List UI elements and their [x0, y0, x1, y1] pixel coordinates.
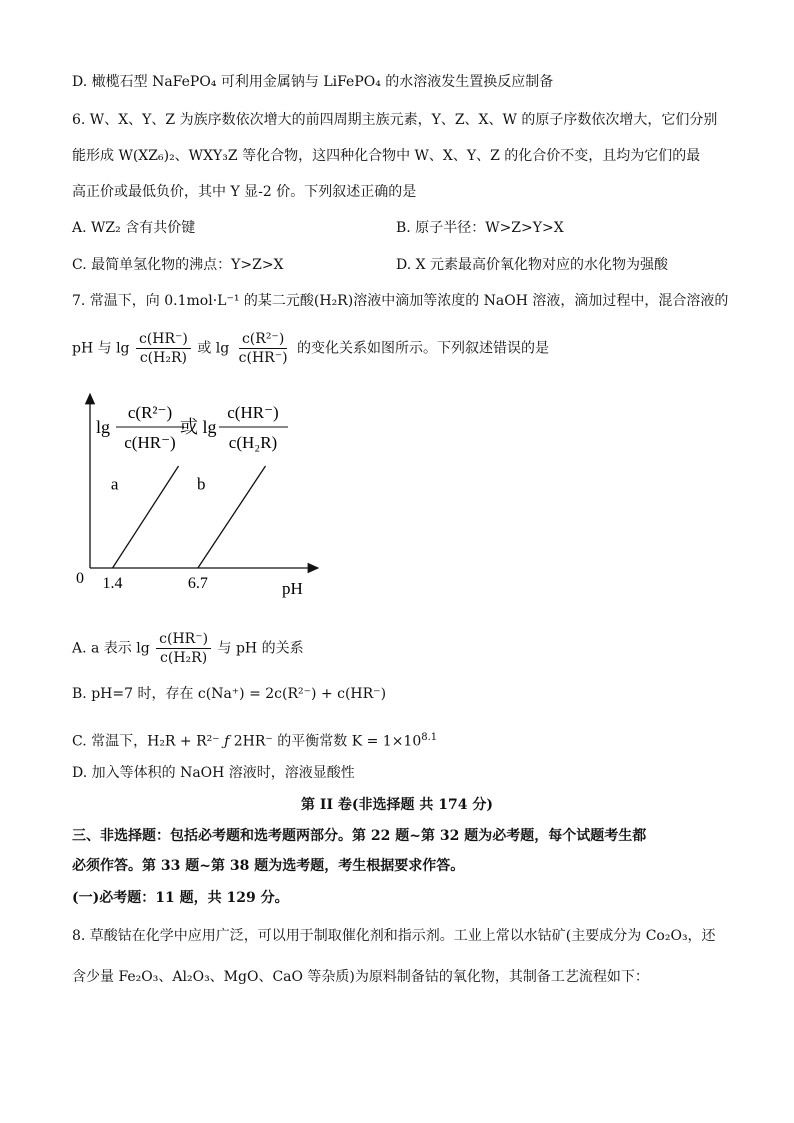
q7-option-a [72, 630, 304, 667]
q7-option-b: B. pH=7 时，存在 c(Na⁺) = 2c(R²⁻) + c(HR⁻) [72, 686, 387, 702]
part3-line2: 必须作答。第 33 题~第 38 题为选考题，考生根据要求作答。 [72, 858, 465, 874]
series-label-a: a [110, 474, 119, 494]
series-line-a [110, 466, 179, 568]
section-title: 第 II 卷(非选择题 共 174 分) [301, 797, 493, 813]
q7-chart [70, 382, 400, 602]
part3-line1: 三、非选择题：包括必考题和选考题两部分。第 22 题~第 32 题为必考题，每个试题考生都 [72, 828, 647, 844]
y-label-f1-den: c(HR⁻) [124, 433, 176, 452]
q6-option-b: B. 原子半径：W>Z>Y>X [396, 220, 564, 236]
q7-option-d: D. 加入等体积的 NaOH 溶液时，溶液显酸性 [72, 765, 355, 781]
series-line-b [198, 466, 266, 568]
required-heading: (一)必考题：11 题，共 129 分。 [72, 890, 289, 906]
q7-option-c-pre: C. 常温下，H₂R + R²⁻ [72, 733, 225, 750]
q7-option-c-exp: 8.1 [421, 732, 438, 743]
q7-stem-mid: 或 lg [197, 340, 230, 357]
x-tick-label: 6.7 [187, 575, 208, 592]
q6-option-c: C. 最简单氢化物的沸点：Y>Z>X [72, 257, 284, 273]
series-layer [111, 466, 266, 568]
q7-option-c [72, 728, 437, 752]
q8-stem-line2: 含少量 Fe₂O₃、Al₂O₃、MgO、CaO 等杂质)为原料制备钴的氧化物，其制备工艺流程如下： [72, 969, 649, 985]
q7-fraction-2 [236, 330, 291, 367]
q7-option-c-sym: ƒ [224, 733, 230, 750]
q7-stem-line1: 7. 常温下，向 0.1mol·L⁻¹ 的某二元酸(H₂R)溶液中滴加等浓度的 NaOH 溶液，滴加过程中，混合溶液的 [72, 293, 729, 309]
origin-label: 0 [76, 570, 84, 587]
q7-fraction-2-num: c(R²⁻) [239, 330, 287, 349]
q6-stem-line3: 高正价或最低负价，其中 Y 显-2 价。下列叙述正确的是 [72, 184, 417, 200]
series-label-b: b [197, 474, 206, 494]
q6-stem-line1: 6. W、X、Y、Z 为族序数依次增大的前四周期主族元素，Y、Z、X、W 的原子序数依次增大，它们分别 [72, 112, 718, 128]
q5-option-d: D. 橄榄石型 NaFePO₄ 可利用金属钠与 LiFePO₄ 的水溶液发生置换反应制备 [72, 74, 554, 90]
q7-fraction-1 [136, 330, 191, 367]
q7-option-a-num: c(HR⁻) [156, 630, 211, 649]
q7-fraction-2-den: c(HR⁻) [238, 350, 288, 366]
q8-stem-line1: 8. 草酸钴在化学中应用广泛，可以用于制取催化剂和指示剂。工业上常以水钴矿(主要成分为 Co₂O₃，还 [72, 928, 716, 944]
q7-fraction-1-num: c(HR⁻) [136, 330, 191, 349]
q7-option-a-fraction [156, 630, 211, 667]
y-label-f1-num: c(R²⁻) [127, 403, 173, 422]
q6-option-d: D. X 元素最高价氧化物对应的水化物为强酸 [396, 257, 669, 273]
q7-option-c-post: 2HR⁻ 的平衡常数 K = 1×10 [229, 733, 422, 750]
y-label-pre: lg [96, 417, 111, 437]
y-label-mid: 或 lg [180, 417, 217, 437]
x-tick-label: 1.4 [102, 575, 123, 592]
q7-stem-post: 的变化关系如图所示。下列叙述错误的是 [297, 340, 550, 357]
q7-option-a-den: c(H₂R) [160, 650, 208, 666]
q7-stem-line2 [72, 330, 549, 367]
tick-layer [103, 575, 208, 592]
q6-option-a: A. WZ₂ 含有共价键 [72, 220, 196, 236]
q7-stem-pre: pH 与 lg [72, 340, 130, 357]
q7-fraction-1-den: c(H₂R) [139, 350, 187, 366]
x-axis-label: pH [282, 579, 303, 598]
y-label-f2-num: c(HR⁻) [227, 403, 279, 422]
q6-stem-line2: 能形成 W(XZ₆)₂、WXY₃Z 等化合物，这四种化合物中 W、X、Y、Z 的化合价不变，且均为它们的最 [72, 148, 701, 164]
q7-option-a-post: 与 pH 的关系 [217, 640, 304, 657]
q7-option-a-pre: A. a 表示 lg [72, 640, 150, 657]
y-label-f2-den: c(H₂R) [228, 433, 278, 452]
